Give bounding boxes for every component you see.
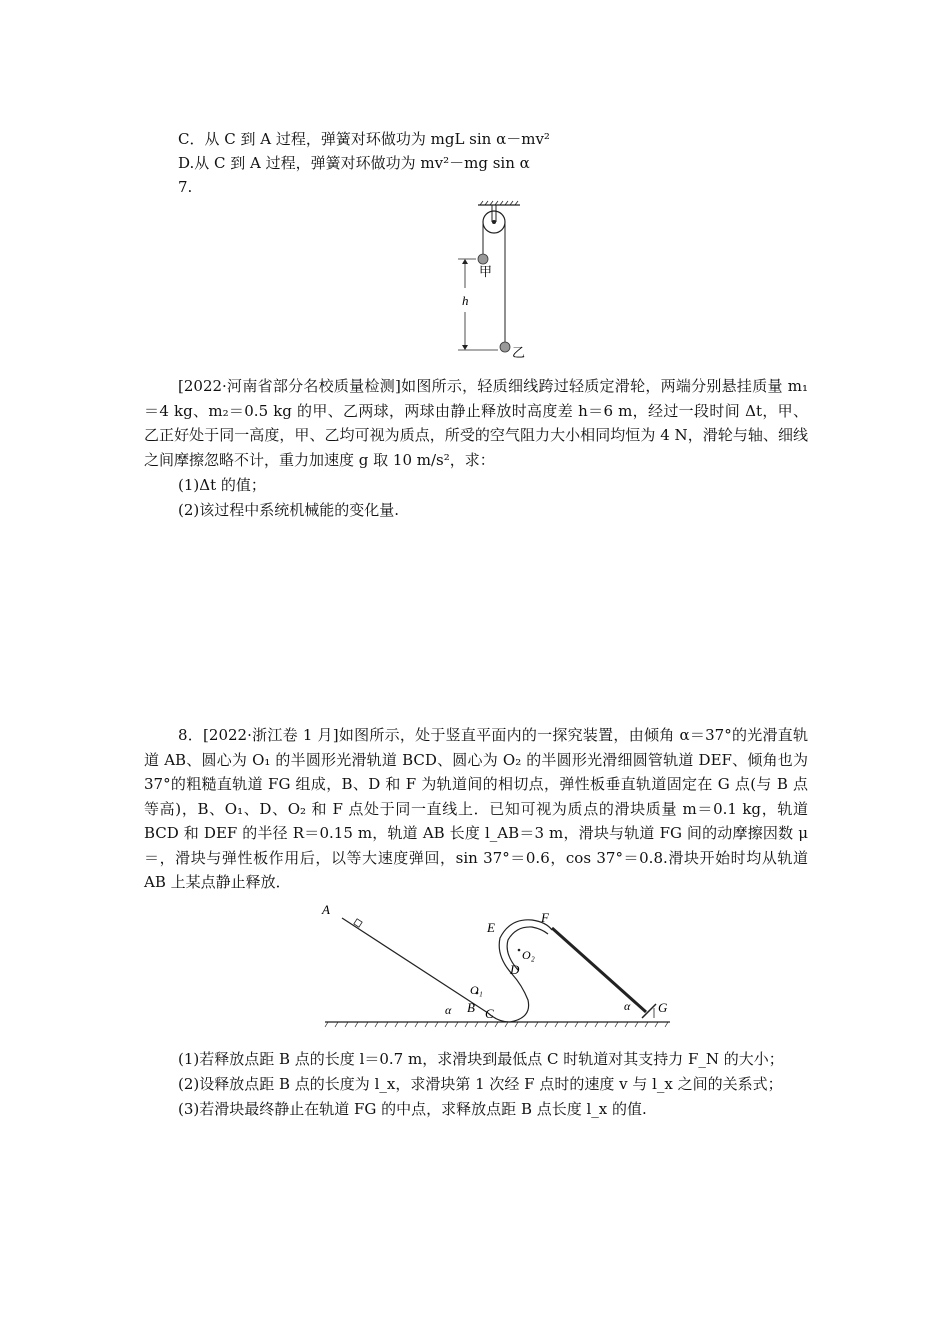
label-O1: O₁ [470,983,483,997]
label-h: h [462,293,469,308]
label-E: E [487,920,495,935]
question-7-sub-2: (2)该过程中系统机械能的变化量. [178,501,400,519]
label-jia: 甲 [479,264,493,279]
label-B: B [467,1000,475,1015]
label-C: C [485,1006,494,1021]
label-alpha-right: α [624,999,631,1013]
question-7-stem: [2022·河南省部分名校质量检测]如图所示，轻质细线跨过轻质定滑轮，两端分别悬挂质量 m₁＝4 kg、m₂＝0.5 kg 的甲、乙两球，两球由静止释放时高度差 h＝6 m，经过一段时间 Δt，甲、乙正好处于同一高度，甲、乙均可视为质点，所受的空气阻力大小相同均恒为 4 N，滑轮与轴、细线之间摩擦忽略不计，重力加速度 g 取 10 m/s²，求： [144,377,808,469]
option-c: C．从 C 到 A 过程，弹簧对环做功为 mgL sin α－mv² [178,130,550,148]
question-8-sub-1: (1)若释放点距 B 点的长度 l＝0.7 m，求滑块到最低点 C 时轨道对其支持力 F_N 的大小； [178,1050,784,1068]
ball-yi [500,342,510,352]
question-8-stem: 8．[2022·浙江卷 1 月]如图所示，处于竖直平面内的一探究装置，由倾角 α＝37°的光滑直轨道 AB、圆心为 O₁ 的半圆形光滑轨道 BCD、圆心为 O₂ 的半圆形光滑细圆管轨道 DEF、倾角也为 37°的粗糙直轨道 FG 组成，B、D 和 F 为轨道间的相切点，弹性板垂直轨道固定在 G 点(与 B 点等高)，B、O₁、D、O₂ 和 F 点处于同一直线上．已知可视为质点的滑块质量 m＝0.1 kg，轨道 BCD 和 DEF 的半径 R＝0.15 m，轨道 AB 长度 l_AB＝3 m，滑块与轨道 FG 间的动摩擦因数 μ＝，滑块与弹性板作用后，以等大速度弹回，sin 37°＝0.6，cos 37°＝0.8.滑块开始时均从轨道 AB 上某点静止释放． [144,726,808,891]
question-8-sub-3: (3)若滑块最终静止在轨道 FG 的中点，求释放点距 B 点长度 l_x 的值. [178,1100,647,1118]
ball-jia [478,254,488,264]
pulley-figure [450,200,530,360]
label-A: A [322,902,330,917]
label-F: F [541,910,549,925]
question-7-number: 7. [178,178,193,196]
option-d: D.从 C 到 A 过程，弹簧对环做功为 mv²－mg sin α [178,154,530,172]
question-8-sub-2: (2)设释放点距 B 点的长度为 l_x，求滑块第 1 次经 F 点时的速度 v 与 l_x 之间的关系式； [178,1075,783,1093]
track-figure [320,900,680,1030]
label-D: D [510,962,520,977]
label-yi: 乙 [512,345,526,360]
label-alpha-left: α [445,1003,452,1017]
label-G: G [658,1000,668,1015]
label-O2: O₂ [522,948,535,962]
question-7-sub-1: (1)Δt 的值； [178,476,266,494]
